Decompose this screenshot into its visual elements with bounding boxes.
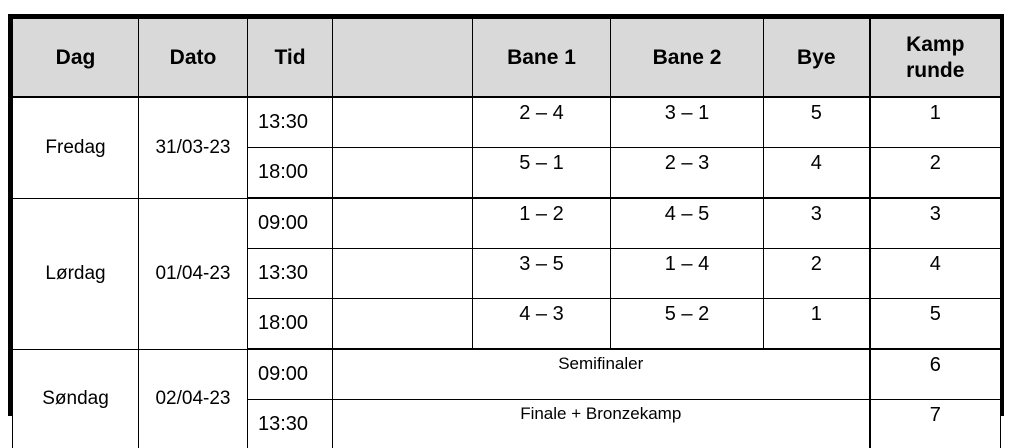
- bane2-cell: 3 – 1: [611, 97, 764, 148]
- header-kamprunde-line1: Kamp: [906, 33, 964, 56]
- time-cell: 09:00: [248, 198, 333, 249]
- bane1-cell: 5 – 1: [473, 148, 611, 199]
- bane2-cell: 5 – 2: [611, 299, 764, 350]
- bye-cell: 1: [764, 299, 870, 350]
- round-cell: 1: [870, 97, 1001, 148]
- round-cell: 5: [870, 299, 1001, 350]
- time-cell: 09:00: [248, 349, 333, 400]
- empty-cell: [333, 249, 473, 299]
- table-row: [13, 198, 1001, 249]
- date-cell: 02/04-23: [139, 349, 248, 448]
- round-cell: 3: [870, 198, 1001, 249]
- round-cell: 4: [870, 249, 1001, 299]
- header-bye: Bye: [764, 19, 870, 98]
- time-cell: 18:00: [248, 299, 333, 350]
- empty-cell: [333, 299, 473, 350]
- semifinal-cell: Semifinaler: [333, 349, 870, 400]
- bane1-cell: 3 – 5: [473, 249, 611, 299]
- empty-cell: [333, 148, 473, 199]
- day-cell: Lørdag: [13, 198, 139, 349]
- bane1-cell: 2 – 4: [473, 97, 611, 148]
- bane1-cell: 1 – 2: [473, 198, 611, 249]
- bye-cell: 2: [764, 249, 870, 299]
- header-kamprunde-line2: runde: [906, 59, 964, 82]
- table-row: [13, 97, 1001, 148]
- header-dato: Dato: [139, 19, 248, 98]
- empty-cell: [333, 97, 473, 148]
- time-cell: 13:30: [248, 400, 333, 448]
- header-kamprunde: [870, 19, 1001, 98]
- header-row: [13, 19, 1001, 98]
- date-cell: 31/03-23: [139, 97, 248, 198]
- bane2-cell: 1 – 4: [611, 249, 764, 299]
- header-tid: Tid: [248, 19, 333, 98]
- empty-cell: [333, 198, 473, 249]
- bane2-cell: 2 – 3: [611, 148, 764, 199]
- schedule-table: [12, 18, 1001, 448]
- time-cell: 13:30: [248, 249, 333, 299]
- bye-cell: 4: [764, 148, 870, 199]
- date-cell: 01/04-23: [139, 198, 248, 349]
- day-cell: Fredag: [13, 97, 139, 198]
- time-cell: 18:00: [248, 148, 333, 199]
- schedule-table-frame: [8, 14, 1004, 416]
- round-cell: 6: [870, 349, 1001, 400]
- time-cell: 13:30: [248, 97, 333, 148]
- header-bane2: Bane 2: [611, 19, 764, 98]
- final-cell: Finale + Bronzekamp: [333, 400, 870, 448]
- bane2-cell: 4 – 5: [611, 198, 764, 249]
- round-cell: 2: [870, 148, 1001, 199]
- bane1-cell: 4 – 3: [473, 299, 611, 350]
- header-empty: [333, 19, 473, 98]
- table-row: [13, 349, 1001, 400]
- header-dag: Dag: [13, 19, 139, 98]
- header-bane1: Bane 1: [473, 19, 611, 98]
- bye-cell: 5: [764, 97, 870, 148]
- round-cell: 7: [870, 400, 1001, 448]
- day-cell: Søndag: [13, 349, 139, 448]
- bye-cell: 3: [764, 198, 870, 249]
